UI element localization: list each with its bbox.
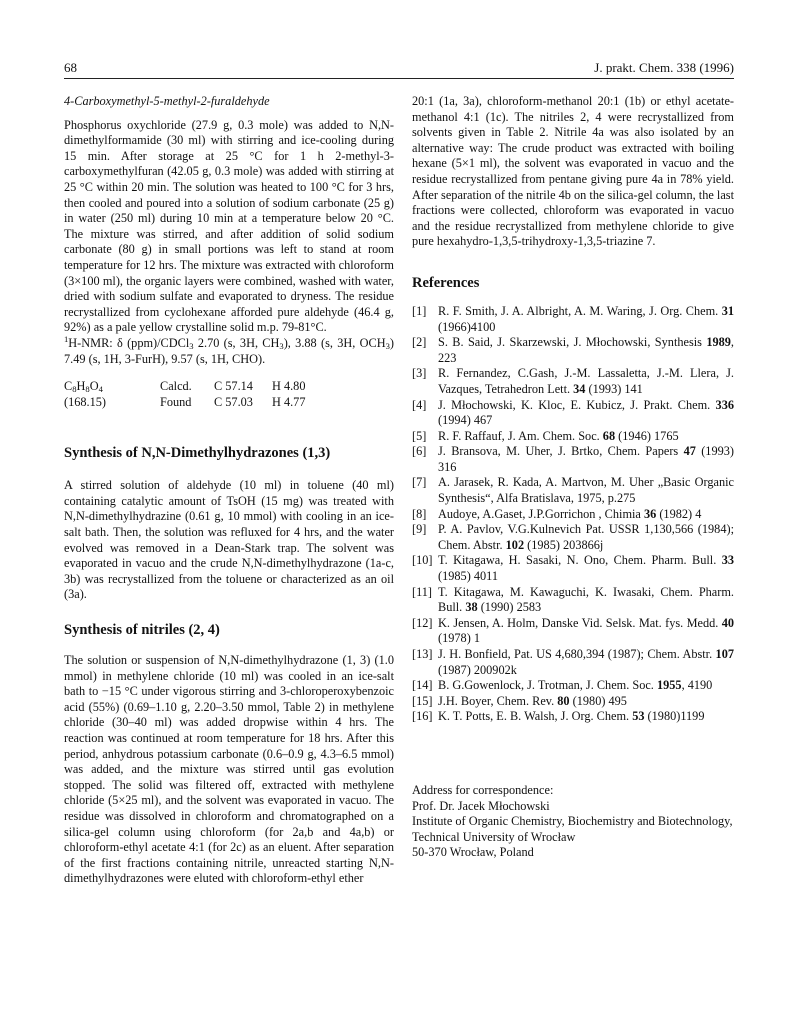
address-author: Prof. Dr. Jacek Młochowski [412,798,550,813]
reference-text: A. Jarasek, R. Kada, A. Martvon, M. Uher „Basic Organic Synthesis“, Alfa Bratislava, 1975, p.275 [438,475,734,506]
hydrazone-procedure-paragraph: A stirred solution of aldehyde (10 ml) in toluene (40 ml) containing catalytic amount of TsOH (15 mg) was treated with N,N-dimethylhydrazine (0.61 g, 10 mmol) with cooling in an ice-salt bath. Then, the solution was refluxed for 4 hrs, and the water evolved was removed in a Dean-Stark trap. The solvent was evaporated in vacuo and the crude N,N-dimethylhydrazone (1a-c, 3b) was recrystallized from the toluene or characterized as an oil (3a). [64,478,394,602]
reference-number: [15] [412,693,433,708]
correspondence-address [412,783,734,861]
reference-text: J. Bransova, M. Uher, J. Brtko, Chem. Papers [438,444,684,459]
page-number: 68 [64,60,77,75]
reference-text: T. Kitagawa, H. Sasaki, N. Ono, Chem. Pharm. Bull. [438,553,722,568]
reference-item [412,304,734,335]
reference-number: [3] [412,366,427,381]
reference-number: [12] [412,615,433,630]
reference-pages: (1985) 203866j [524,537,604,552]
analysis-row-calcd [64,379,305,395]
reference-volume: 33 [721,553,734,568]
reference-text: R. F. Smith, J. A. Albright, A. M. Waring, J. Org. Chem. [438,303,722,318]
aldehyde-procedure-paragraph: Phosphorus oxychloride (27.9 g, 0.3 mole) was added to N,N-dimethylformamide (30 ml) with stirring and ice-cooling during 15 min. After storage at 25 °C for 1 h 2-methyl-3-carboxymethylfuran (42.05 g, 0.3 mole) was added with stirring at 25 °C within 20 min. The solution was heated to 100 °C for 3 hrs, then cooled and poured into a solution of sodium carbonate (25 g) in water (250 ml) during 10 min at a temperature below 20 °C. The mixture was stirred, and after addition of solid sodium carbonate (80 g) in small portions was left to stand at room temperature for 12 hrs. The mixture was extracted with chloroform (3×100 ml), the organic layers were combined, washed with water, dried with sodium sulfate and evaporated to dryness. The residue recrystallized from cyclohexane afforded pure aldehyde (46.4 g, 92%) as a pale yellow crystalline solid m.p. 79-81°C. [64,117,394,335]
right-column [412,94,734,861]
reference-item [412,678,734,694]
reference-number: [8] [412,506,427,521]
address-university: Technical University of Wrocław [412,829,576,844]
reference-number: [6] [412,444,427,459]
reference-pages: (1982) 4 [656,506,702,521]
reference-item [412,616,734,647]
analysis-row-found [64,395,305,411]
reference-volume: 1955 [656,678,682,693]
references-heading: References [412,274,480,291]
reference-pages: (1980)1199 [644,709,705,724]
journal-citation: J. prakt. Chem. 338 (1996) [594,60,734,75]
reference-pages: (1993) 316 [438,444,734,474]
calcd-carbon: C 57.14 [214,379,253,394]
reference-item [412,335,734,366]
found-label: Found [160,394,192,409]
reference-volume: 53 [632,709,645,724]
reference-volume: 36 [643,506,657,521]
left-column [64,94,394,887]
elemental-analysis-table [64,379,305,410]
reference-item [412,647,734,678]
reference-number: [14] [412,678,433,693]
reference-volume: 40 [721,615,734,630]
molecular-weight: (168.15) [64,394,107,409]
compound-title: 4-Carboxymethyl-5-methyl-2-furaldehyde [64,94,270,108]
address-heading: Address for correspondence: [412,782,554,797]
reference-volume: 68 [602,428,616,443]
reference-text: B. G.Gowenlock, J. Trotman, J. Chem. Soc. [438,678,657,693]
reference-pages: (1946) 1765 [615,428,679,443]
reference-item [412,507,734,523]
reference-item [412,429,734,445]
reference-text: S. B. Said, J. Skarzewski, J. Młochowski, Synthesis [438,335,707,350]
nitrile-procedure-continued: 20:1 (1a, 3a), chloroform-methanol 20:1 (1b) or ethyl acetate-methanol 4:1 (1c). The nitriles 2, 4 were recrystallized from solvents given in Table 2. Nitrile 4a was also isolated by an alternative way: The crude product was extracted with boiling hexane (5×1 ml), the solvent was evaporated in vacuo and the residue recrystallized from pentane giving pure 4a in 78% yield. After separation of the nitrile 4b on the silica-gel column, the last fractions were collected, chloroform was evaporated in vacuo and the residue recrystallized from methylene chloride to give pure hexahydro-1,3,5-trihydroxy-1,3,5-triazine 7. [412,94,734,249]
calcd-hydrogen: H 4.80 [272,379,306,394]
reference-number: [11] [412,584,433,599]
reference-volume: 34 [573,381,586,396]
reference-item [412,709,734,725]
reference-item [412,522,734,553]
reference-volume: 1989 [706,335,731,350]
reference-pages: (1994) 467 [438,413,493,428]
reference-volume: 38 [465,600,478,615]
reference-item [412,585,734,616]
reference-number: [9] [412,522,427,537]
section-heading-nitriles: Synthesis of nitriles (2, 4) [64,622,220,639]
reference-volume: 80 [557,693,570,708]
reference-text: J. Młochowski, K. Kloc, E. Kubicz, J. Prakt. Chem. [438,397,716,412]
reference-item [412,366,734,397]
molecular-formula: $C_8H_8O_4$ [64,379,103,395]
reference-text: Audoye, A.Gaset, J.P.Gorrichon , Chimia [438,506,644,521]
reference-number: [13] [412,647,433,661]
reference-text: R. Fernandez, C.Gash, J.-M. Lassaletta, J.-M. Llera, J. Vazques, Tetrahedron Lett. [438,366,734,396]
reference-item [412,694,734,710]
reference-text: K. Jensen, A. Holm, Danske Vid. Selsk. Mat. fys. Medd. [438,615,722,630]
reference-item [412,444,734,475]
reference-pages: (1987) 200902k [438,662,517,677]
section-heading-hydrazones: Synthesis of N,N-Dimethylhydrazones (1,3) [64,445,331,462]
reference-text: R. F. Raffauf, J. Am. Chem. Soc. [438,428,603,443]
nmr-data: $^1$H-NMR: δ (ppm)/CDCl$_3$ 2.70 (s, 3H, $CH_3$), 3.88 (s, 3H, $OCH_3$) 7.49 (s, 1H, 3-FurH), 9.57 (s, 1H, CHO). [64,333,394,366]
reference-number: [10] [412,553,433,568]
reference-pages: (1990) 2583 [477,600,542,615]
reference-number: [2] [412,335,427,350]
found-carbon: C 57.03 [214,394,253,409]
reference-number: [7] [412,475,427,490]
reference-pages: (1985) 4011 [438,569,498,584]
reference-number: [4] [412,397,427,412]
reference-list [412,304,734,725]
address-city: 50-370 Wrocław, Poland [412,845,534,860]
reference-text: J. H. Bonfield, Pat. US 4,680,394 (1987); Chem. Abstr. [438,647,716,661]
reference-text: T. Kitagawa, M. Kawaguchi, K. Iwasaki, Chem. Pharm. Bull. [438,584,734,615]
reference-pages: (1978) 1 [438,631,481,646]
reference-pages: , 4190 [681,678,713,693]
reference-volume: 31 [721,303,734,318]
reference-text: J.H. Boyer, Chem. Rev. [438,693,558,708]
reference-volume: 336 [715,397,734,412]
reference-volume: 107 [715,647,734,661]
reference-number: [5] [412,428,427,443]
reference-number: [1] [412,303,427,318]
reference-pages: , 223 [438,335,734,365]
found-hydrogen: H 4.77 [272,394,306,409]
reference-number: [16] [412,709,433,724]
reference-pages: (1966)4100 [438,319,496,334]
reference-volume: 102 [505,537,525,552]
reference-text: P. A. Pavlov, V.G.Kulnevich Pat. USSR 1,130,566 (1984); Chem. Abstr. [438,522,734,552]
calcd-label: Calcd. [160,379,192,394]
reference-item [412,398,734,429]
running-header [64,58,734,78]
header-rule [64,78,734,79]
reference-pages: (1980) 495 [569,693,627,708]
nitrile-procedure-paragraph: The solution or suspension of N,N-dimethylhydrazone (1, 3) (1.0 mmol) in methylene chloride (10 ml) was cooled in an ice-salt bath to −15 °C under vigorous stirring and 3-chloroperoxybenzoic acid (55%) (0.69–1.10 g, 2.20–3.50 mmol, Table 2) in methylene chloride (30–40 ml) was added dropwise within 4 hrs. The reaction was continued at room temperature for 18 hrs. After this period, anhydrous potassium carbonate (0.6–0.9 g, 4.3–6.5 mmol) was added, and the mixture was stirred until gas evolution stopped. The solid was filtered off, extracted with methylene chloride (5×25 ml), and the solvent was evaporated in vacuo. The residue was dissolved in chloroform and chromatographed on a silica-gel column using chloroform (for 2a,b and 4a,b) or chloroform-ethyl acetate 4:1 (for 2c) as an eluent. After separation of the first fractions containing nitrile, unreacted starting N,N-dimethylhydrazones were eluted with chloroform-ethyl ether [64,653,394,886]
reference-volume: 47 [683,444,696,459]
address-institute: Institute of Organic Chemistry, Biochemistry and Biotechnology, [412,814,733,829]
reference-text: K. T. Potts, E. B. Walsh, J. Org. Chem. [438,709,633,724]
reference-item [412,553,734,584]
reference-item [412,475,734,506]
reference-pages: (1993) 141 [585,381,643,396]
